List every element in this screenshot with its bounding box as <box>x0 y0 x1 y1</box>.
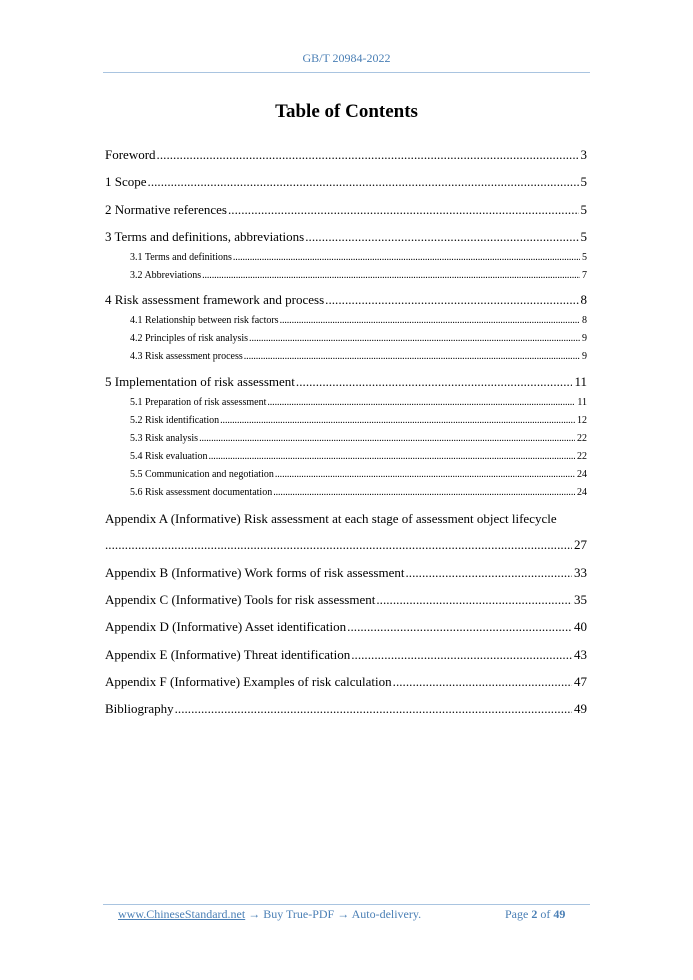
toc-leader <box>280 315 580 326</box>
toc-entry-page: 47 <box>574 674 587 689</box>
toc-leader <box>376 592 572 608</box>
page-of-label: of <box>540 907 551 921</box>
toc-entry-text: 1 Scope <box>105 174 147 189</box>
page-indicator <box>505 907 565 922</box>
toc-entry-page: 9 <box>582 351 587 362</box>
toc-leader <box>405 565 572 581</box>
toc-leader <box>325 292 578 308</box>
toc-entry-4-3[interactable] <box>130 351 587 362</box>
header-divider <box>103 72 590 73</box>
toc-leader <box>220 415 575 426</box>
toc-entry-page: 27 <box>574 537 587 552</box>
toc-entry-5-5[interactable] <box>130 469 587 480</box>
toc-entry-page: 35 <box>574 592 587 607</box>
toc-entry-text: 4.2 Principles of risk analysis <box>130 333 249 344</box>
toc-entry-page: 11 <box>574 374 587 389</box>
toc-entry-text: 4.3 Risk assessment process <box>130 351 243 362</box>
footer-promo <box>118 907 421 922</box>
toc-entry-5-2[interactable] <box>130 415 587 426</box>
toc-leader <box>275 469 575 480</box>
toc-leader <box>148 174 579 190</box>
toc-entry-text: Bibliography <box>105 701 174 716</box>
toc-leader <box>199 433 575 444</box>
toc-entry-3-2[interactable] <box>130 270 587 281</box>
toc-entry-page: 7 <box>582 270 587 281</box>
toc-entry-text: 2 Normative references <box>105 202 227 217</box>
toc-entry-text: Appendix E (Informative) Threat identification <box>105 647 351 662</box>
toc-entry-page: 22 <box>577 451 587 462</box>
toc-leader <box>233 252 580 263</box>
toc-entry-bibliography[interactable] <box>105 701 587 717</box>
toc-entry-text: 3.1 Terms and definitions <box>130 252 232 263</box>
toc-entry-text: 5.2 Risk identification <box>130 415 220 426</box>
toc-entry-page: 33 <box>574 565 587 580</box>
website-link[interactable]: www.ChineseStandard.net <box>118 907 246 921</box>
toc-entry-scope[interactable] <box>105 174 587 190</box>
toc-entry-appendix-e[interactable] <box>105 647 587 663</box>
toc-entry-page: 8 <box>580 292 587 307</box>
page-title: Table of Contents <box>275 101 418 122</box>
toc-entry-5-3[interactable] <box>130 433 587 444</box>
footer-divider <box>103 904 590 905</box>
promo-text: → Buy True-PDF → Auto-delivery. <box>245 907 422 921</box>
toc-entry-appendix-b[interactable] <box>105 565 587 581</box>
toc-entry-text: 4 Risk assessment framework and process <box>105 292 325 307</box>
toc-leader <box>209 451 576 462</box>
toc-entry-page: 5 <box>580 202 587 217</box>
toc-entry-page: 8 <box>582 315 587 326</box>
toc-entry-normative-references[interactable] <box>105 202 587 218</box>
toc-leader <box>105 537 572 553</box>
toc-entry-framework[interactable] <box>105 292 587 308</box>
toc-entry-terms[interactable] <box>105 229 587 245</box>
toc-leader <box>228 202 579 218</box>
toc-entry-page: 5 <box>580 229 587 244</box>
toc-leader <box>305 229 578 245</box>
toc-leader <box>267 397 575 408</box>
toc-entry-page: 43 <box>574 647 587 662</box>
toc-entry-text: Appendix D (Informative) Asset identification <box>105 619 347 634</box>
toc-entry-foreword[interactable] <box>105 147 587 163</box>
toc-entry-text: 3 Terms and definitions, abbreviations <box>105 229 305 244</box>
toc-entry-page: 5 <box>580 174 587 189</box>
toc-leader <box>273 487 575 498</box>
toc-entry-text: Foreword <box>105 147 156 162</box>
current-page: 2 <box>531 907 538 921</box>
toc-entry-page: 5 <box>582 252 587 263</box>
toc-entry-page: 24 <box>577 469 587 480</box>
toc-entry-appendix-f[interactable] <box>105 674 587 690</box>
toc-entry-text: 4.1 Relationship between risk factors <box>130 315 279 326</box>
toc-entry-text: Appendix C (Informative) Tools for risk assessment <box>105 592 376 607</box>
document-header: GB/T 20984-2022 <box>302 51 391 65</box>
toc-entry-implementation[interactable] <box>105 374 587 390</box>
toc-entry-page: 40 <box>574 619 587 634</box>
toc-entry-4-2[interactable] <box>130 333 587 344</box>
toc-entry-5-4[interactable] <box>130 451 587 462</box>
toc-entry-page: 3 <box>580 147 587 162</box>
toc-leader <box>351 647 572 663</box>
toc-entry-page: 11 <box>577 397 587 408</box>
toc-entry-page: 9 <box>582 333 587 344</box>
toc-entry-appendix-d[interactable] <box>105 619 587 635</box>
toc-entry-5-1[interactable] <box>130 397 587 408</box>
toc-entry-appendix-c[interactable] <box>105 592 587 608</box>
toc-entry-text: 5.3 Risk analysis <box>130 433 199 444</box>
toc-entry-appendix-a[interactable] <box>105 537 587 553</box>
toc-entry-text: 5 Implementation of risk assessment <box>105 374 295 389</box>
page-label: Page <box>505 907 529 921</box>
toc-entry-3-1[interactable] <box>130 252 587 263</box>
toc-leader <box>296 374 573 390</box>
toc-leader <box>157 147 579 163</box>
toc-entry-5-6[interactable] <box>130 487 587 498</box>
toc-leader <box>393 674 572 690</box>
toc-leader <box>347 619 572 635</box>
toc-entry-text: 3.2 Abbreviations <box>130 270 202 281</box>
toc-entry-text: 5.6 Risk assessment documentation <box>130 487 273 498</box>
toc-leader <box>175 701 572 717</box>
total-pages: 49 <box>553 907 566 921</box>
toc-entry-text: Appendix B (Informative) Work forms of risk assessment <box>105 565 405 580</box>
toc-entry-4-1[interactable] <box>130 315 587 326</box>
toc-leader <box>249 333 580 344</box>
toc-entry-page: 22 <box>577 433 587 444</box>
toc-entry-text: 5.1 Preparation of risk assessment <box>130 397 267 408</box>
toc-leader <box>244 351 580 362</box>
toc-leader <box>202 270 580 281</box>
toc-entry-appendix-a-text[interactable]: Appendix A (Informative) Risk assessment at each stage of assessment object lifecycle <box>105 511 557 526</box>
toc-entry-page: 12 <box>577 415 587 426</box>
toc-entry-text: 5.5 Communication and negotiation <box>130 469 274 480</box>
toc-entry-page: 24 <box>577 487 587 498</box>
toc-entry-page: 49 <box>574 701 587 716</box>
toc-entry-text: 5.4 Risk evaluation <box>130 451 208 462</box>
toc-entry-text: Appendix F (Informative) Examples of risk calculation <box>105 674 392 689</box>
